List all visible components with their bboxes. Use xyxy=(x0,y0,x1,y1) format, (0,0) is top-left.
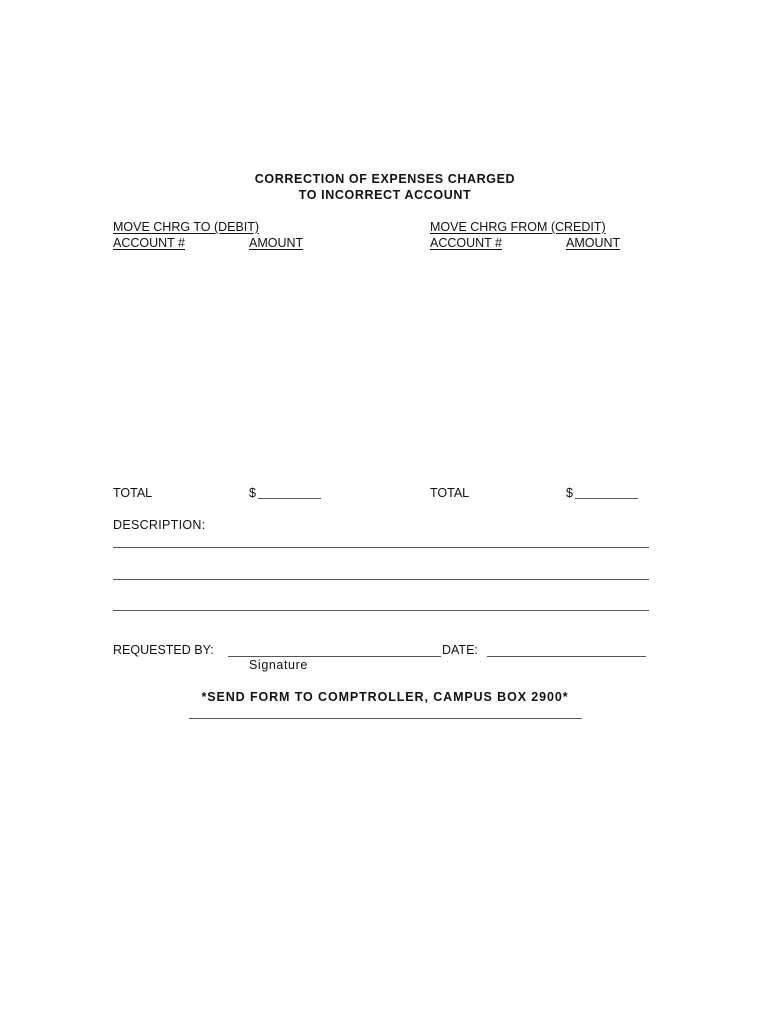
debit-total-field[interactable] xyxy=(258,498,321,499)
credit-total-field[interactable] xyxy=(575,498,638,499)
debit-account-label: ACCOUNT # xyxy=(113,236,186,250)
debit-amount-label: AMOUNT xyxy=(249,236,304,250)
date-label: DATE: xyxy=(442,643,478,657)
debit-total-label: TOTAL xyxy=(113,486,153,500)
description-label: DESCRIPTION: xyxy=(113,518,206,532)
send-form-notice: *SEND FORM TO COMPTROLLER, CAMPUS BOX 2900* xyxy=(201,690,569,704)
form-title-line-2: TO INCORRECT ACCOUNT xyxy=(298,188,472,202)
notice-underline-rule xyxy=(189,718,582,719)
credit-total-prefix: $ xyxy=(566,486,573,500)
debit-heading: MOVE CHRG TO (DEBIT) xyxy=(113,220,260,234)
signature-caption: Signature xyxy=(249,658,308,672)
credit-heading: MOVE CHRG FROM (CREDIT) xyxy=(430,220,606,234)
credit-account-label: ACCOUNT # xyxy=(430,236,503,250)
credit-total-label: TOTAL xyxy=(430,486,470,500)
date-field[interactable] xyxy=(487,656,646,657)
debit-total-prefix: $ xyxy=(249,486,256,500)
description-line-2[interactable] xyxy=(113,579,649,580)
description-line-3[interactable] xyxy=(113,610,649,611)
description-line-1[interactable] xyxy=(113,547,649,548)
credit-amount-label: AMOUNT xyxy=(566,236,621,250)
form-title-line-1: CORRECTION OF EXPENSES CHARGED xyxy=(254,172,516,186)
requested-by-signature-field[interactable] xyxy=(228,656,441,657)
requested-by-label: REQUESTED BY: xyxy=(113,643,214,657)
